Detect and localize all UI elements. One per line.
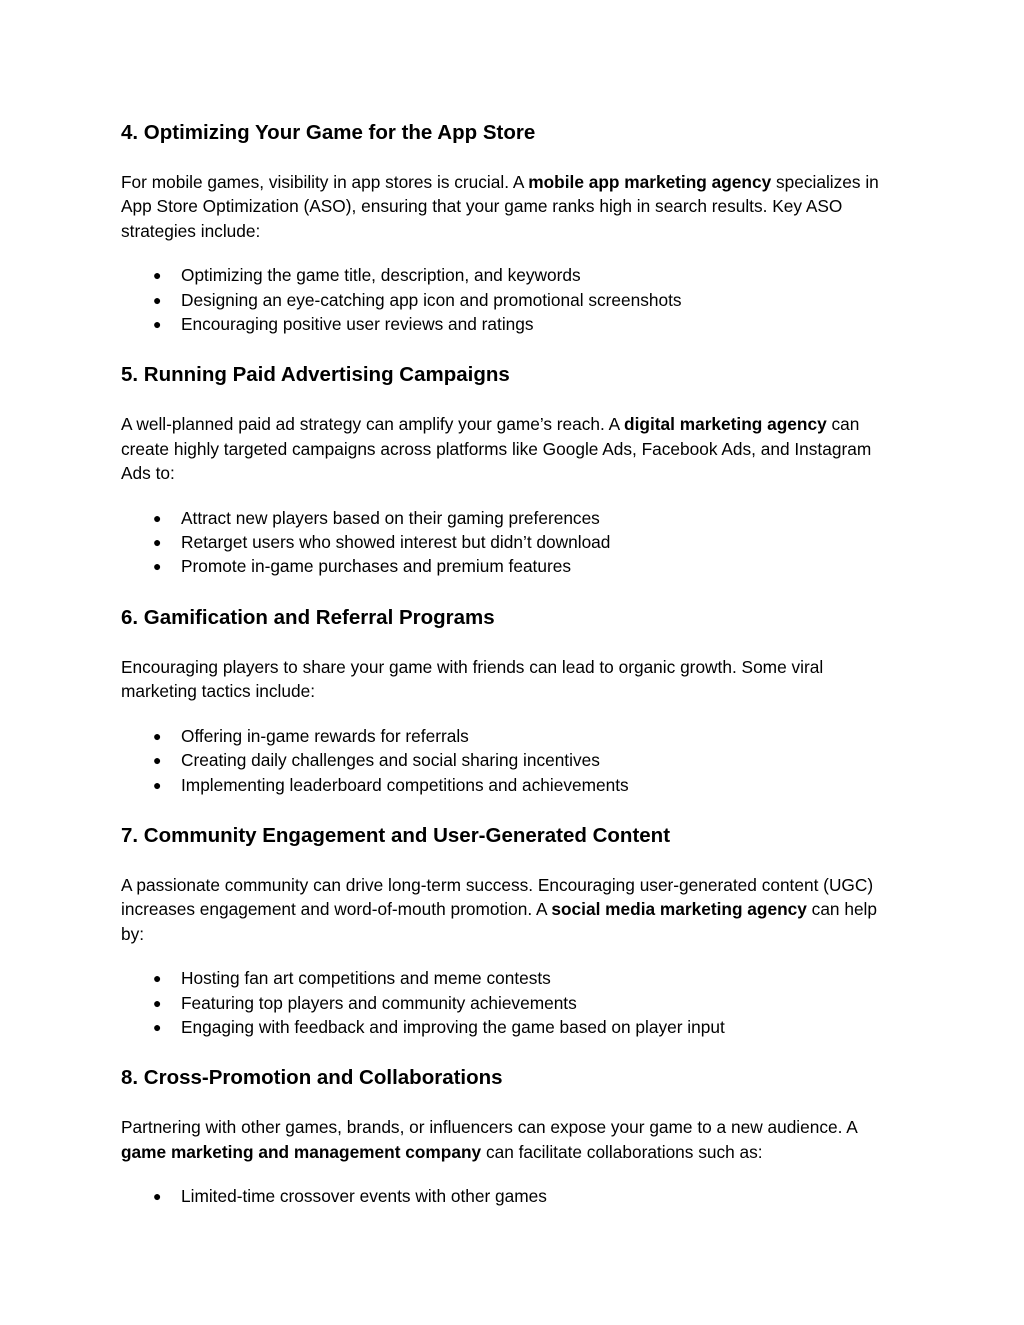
text-run: Encouraging players to share your game with friends can lead to organic growth. Some viral marketing tactics include: <box>121 656 824 702</box>
section-paragraph <box>121 873 901 946</box>
text-run: specializes in App Store Optimization (ASO), ensuring that your game ranks high in search results. Key ASO strategies include: <box>121 172 879 241</box>
list-item-text: Attract new players based on their gaming preferences <box>181 507 600 528</box>
section-paragraph <box>121 655 901 704</box>
list-item <box>121 1184 901 1208</box>
text-run: A well-planned paid ad strategy can amplify your game’s reach. A <box>121 414 625 435</box>
bullet-icon: ● <box>153 509 162 526</box>
text-run: For mobile games, visibility in app stores is crucial. A <box>121 172 529 192</box>
list-item <box>121 991 901 1015</box>
section-heading: 7. Community Engagement and User-Generated Content <box>121 823 671 847</box>
section-heading: 8. Cross-Promotion and Collaborations <box>121 1066 503 1090</box>
list-item <box>121 530 901 554</box>
list-item <box>121 263 901 287</box>
list-item-text: Featuring top players and community achievements <box>181 992 577 1013</box>
list-item-text: Retarget users who showed interest but didn’t download <box>181 532 611 553</box>
bullet-list <box>121 1184 901 1208</box>
section-heading: 6. Gamification and Referral Programs <box>121 605 495 629</box>
list-item-text: Engaging with feedback and improving the game based on player input <box>181 1016 725 1037</box>
list-item <box>121 966 901 990</box>
list-item-text: Implementing leaderboard competitions and achievements <box>181 774 629 795</box>
text-run: A passionate community can drive long-term success. Encouraging user-generated content (UGC) increases engagement and word-of-mouth promotion. A <box>121 874 874 920</box>
bullet-icon: ● <box>153 316 162 333</box>
list-item <box>121 1015 901 1039</box>
text-run: can help by: <box>121 899 878 944</box>
bullet-icon: ● <box>153 1018 162 1035</box>
list-item <box>121 506 901 530</box>
text-run: can facilitate collaborations such as: <box>481 1141 763 1162</box>
bullet-list <box>121 724 901 797</box>
document-section <box>121 118 901 336</box>
bold-phrase: game marketing and management company <box>121 1141 482 1162</box>
list-item-text: Limited-time crossover events with other games <box>181 1186 547 1207</box>
bullet-icon: ● <box>153 727 162 744</box>
bullet-list <box>121 506 901 579</box>
list-item-text: Encouraging positive user reviews and ratings <box>181 314 534 335</box>
document-section <box>121 821 901 1039</box>
bullet-icon: ● <box>153 534 162 551</box>
list-item <box>121 773 901 797</box>
text-run: can create highly targeted campaigns across platforms like Google Ads, Facebook Ads, and Instagram Ads to: <box>121 414 872 484</box>
section-heading: 5. Running Paid Advertising Campaigns <box>121 363 510 387</box>
bullet-icon: ● <box>153 291 162 308</box>
list-item <box>121 748 901 772</box>
list-item <box>121 288 901 312</box>
bullet-icon: ● <box>153 970 162 987</box>
list-item-text: Designing an eye-catching app icon and promotional screenshots <box>181 289 682 310</box>
bullet-list <box>121 263 901 336</box>
list-item-text: Promote in-game purchases and premium features <box>181 556 571 577</box>
bullet-icon: ● <box>153 994 162 1011</box>
document-body <box>121 118 901 1209</box>
list-item-text: Creating daily challenges and social sharing incentives <box>181 750 600 771</box>
list-item <box>121 312 901 336</box>
bullet-icon: ● <box>153 776 162 793</box>
bullet-list <box>121 966 901 1039</box>
text-run: Partnering with other games, brands, or influencers can expose your game to a new audience. A <box>121 1117 857 1138</box>
list-item-text: Optimizing the game title, description, and keywords <box>181 265 581 286</box>
bold-phrase: mobile app marketing agency <box>528 172 772 192</box>
document-section <box>121 603 901 797</box>
document-section <box>121 360 901 578</box>
list-item <box>121 724 901 748</box>
bold-phrase: digital marketing agency <box>624 414 827 435</box>
bullet-icon: ● <box>153 267 162 284</box>
bullet-icon: ● <box>153 558 162 575</box>
bullet-icon: ● <box>153 752 162 769</box>
section-paragraph <box>121 170 901 243</box>
list-item <box>121 554 901 578</box>
section-paragraph <box>121 1115 901 1164</box>
list-item-text: Offering in-game rewards for referrals <box>181 725 469 746</box>
bullet-icon: ● <box>153 1188 162 1205</box>
bold-phrase: social media marketing agency <box>551 899 807 920</box>
document-section <box>121 1063 901 1208</box>
list-item-text: Hosting fan art competitions and meme contests <box>181 968 551 989</box>
section-paragraph <box>121 412 901 485</box>
section-heading: 4. Optimizing Your Game for the App Store <box>121 121 536 144</box>
